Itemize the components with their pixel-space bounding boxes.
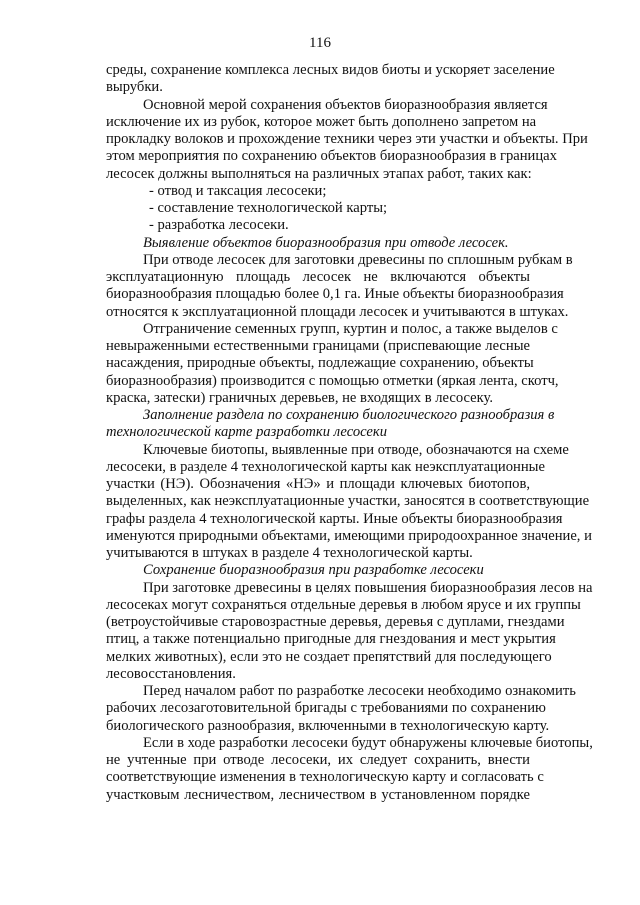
text-line: биоразнообразия площадью более 0,1 га. Иные объекты биоразнообразия	[106, 286, 564, 303]
text-line: Ключевые биотопы, выявленные при отводе, обозначаются на схеме	[143, 441, 569, 458]
text-line: Заполнение раздела по сохранению биологического разнообразия в	[143, 407, 555, 423]
text-line: Выявление объектов биоразнообразия при отводе лесосек.	[143, 234, 509, 251]
text-line: При заготовке древесины в целях повышения биоразнообразия лесов на	[143, 579, 593, 596]
text-line: соответствующие изменения в технологическую карту и согласовать с	[106, 769, 544, 786]
text-line: участковым лесничеством, лесничеством в установленном порядке	[106, 786, 530, 803]
text-line: биоразнообразия) производится с помощью отметки (яркая лента, скотч,	[106, 372, 559, 389]
text-line: Отграничение семенных групп, куртин и полос, а также выделов с	[143, 320, 558, 337]
text-line: краска, затески) граничных деревьев, не входящих в лесосеку.	[106, 389, 493, 406]
text-line: относятся к эксплуатационной площади лесосек и учитываются в штуках.	[106, 303, 569, 320]
text-line: этом мероприятия по сохранению объектов биоразнообразия в границах	[106, 148, 557, 165]
text-line: выделенных, как неэксплуатационные участки, заносятся в соответствующие	[106, 493, 590, 510]
text-line: При отводе лесосек для заготовки древесины по сплошным рубкам в	[143, 251, 573, 268]
text-line: именуются природными объектами, имеющими природоохранное значение, и	[106, 527, 592, 544]
text-line: лесосек должны выполняться на различных этапах работ, таких как:	[106, 165, 532, 182]
text-line: мелких животных), если это не создает препятствий для последующего	[106, 648, 552, 665]
text-line: графы раздела 4 технологической карты. Иные объекты биоразнообразия	[106, 510, 563, 527]
text-line: - разработка лесосеки.	[149, 217, 289, 234]
text-line: - отвод и таксация лесосеки;	[149, 182, 327, 199]
text-line: лесосеки, в разделе 4 технологической карты как неэксплуатационные	[106, 458, 545, 475]
text-line: прокладку волоков и прохождение техники через эти участки и объекты. При	[106, 131, 588, 147]
text-line: птиц, а также потенциально пригодные для гнездования и мест укрытия	[106, 631, 556, 648]
text-line: учитываются в штуках в разделе 4 технологической карты.	[106, 545, 473, 561]
text-line: Основной мерой сохранения объектов биоразнообразия является	[143, 96, 548, 113]
text-line: рабочих лесозаготовительной бригады с требованиями по сохранению	[106, 700, 546, 717]
text-line: не учтенные при отводе лесосеки, их следует сохранить, внести	[106, 752, 530, 768]
text-line: технологической карте разработки лесосеки	[106, 424, 388, 441]
text-line: вырубки.	[106, 79, 163, 96]
text-line: Перед началом работ по разработке лесосеки необходимо ознакомить	[143, 683, 576, 699]
text-line: лесосеках могут сохраняться отдельные деревья в любом ярусе и их группы	[106, 596, 581, 613]
body-text	[106, 62, 593, 804]
text-line: невыраженными естественными границами (приспевающие лесные	[106, 338, 530, 354]
text-line: среды, сохранение комплекса лесных видов биоты и ускоряет заселение	[106, 62, 555, 78]
text-line: Если в ходе разработки лесосеки будут обнаружены ключевые биотопы,	[143, 734, 593, 751]
page-number: 116	[309, 35, 331, 51]
text-line: Сохранение биоразнообразия при разработке лесосеки	[143, 562, 484, 579]
text-line: (ветроустойчивые старовозрастные деревья, деревья с дуплами, гнездами	[106, 614, 565, 630]
text-line: - составление технологической карты;	[149, 200, 388, 216]
text-line: насаждения, природные объекты, подлежащие сохранению, объекты	[106, 355, 534, 372]
text-line: лесовосстановления.	[106, 665, 236, 682]
text-line: участки (НЭ). Обозначения «НЭ» и площади ключевых биотопов,	[106, 476, 530, 492]
text-line: эксплуатационную площадь лесосек не включаются объекты	[106, 269, 530, 285]
text-line: исключение их из рубок, которое может быть дополнено запретом на	[106, 113, 537, 130]
text-line: биологического разнообразия, включенными в технологическую карту.	[106, 717, 550, 734]
